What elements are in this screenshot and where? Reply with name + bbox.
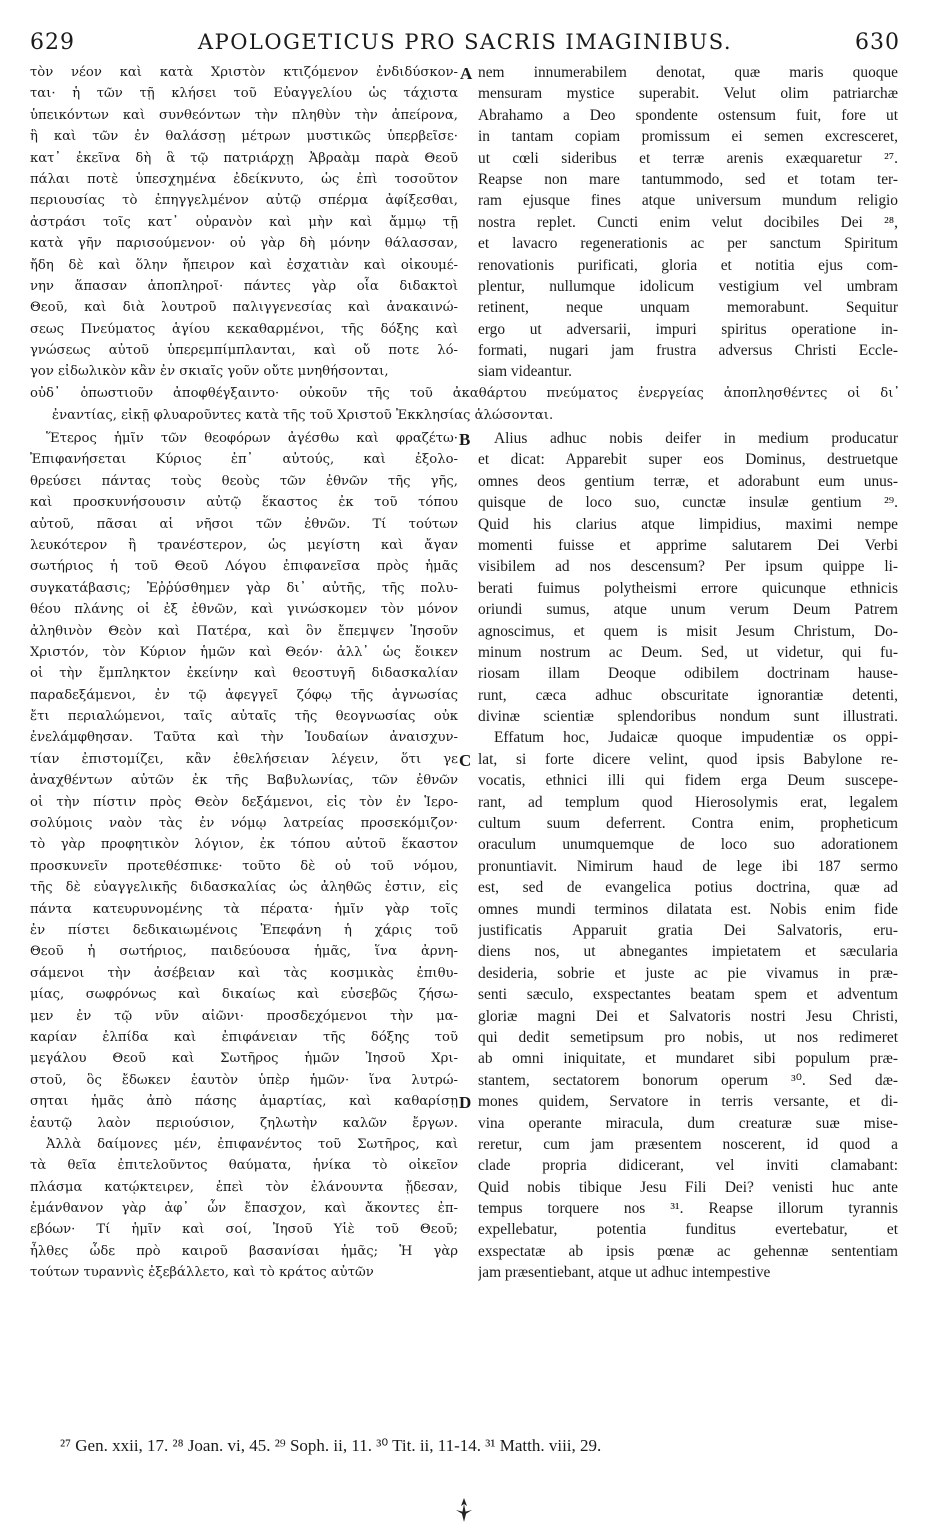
- text-line: σολύμοις ναὸν τὰς ἐν νόμῳ λατρείας προσεκόμιζον·: [30, 816, 458, 832]
- text-line: μεγάλου Θεοῦ καὶ Σωτῆρος ἡμῶν Ἰησοῦ Χρι-: [30, 1051, 458, 1067]
- text-line: Abrahamo a Deo spondente ostensum fuit, fore ut: [478, 106, 898, 124]
- margin-letter-a: A: [460, 64, 473, 83]
- text-line: stantem, sectatorem bonorum operum ³⁰. Sed dæ-: [478, 1071, 898, 1089]
- text-line: ται· ἡ τῶν τῇ κλήσει τοῦ Εὐαγγελίου ὡς τάχιστα: [30, 86, 458, 102]
- text-line: οἱ τὴν πίστιν πρὸς Θεὸν δεξάμενοι, εἰς τὸν ἐν Ἱερο-: [30, 794, 458, 810]
- text-line: ἐν πίστει δεδικαιωμένοις Ἐπεφάνη ἡ χάρις τοῦ: [30, 922, 458, 938]
- text-line: ἑαυτῷ λαὸν περιούσιον, ζηλωτὴν καλῶν ἔργων.: [30, 1115, 458, 1131]
- text-line: cultum suum deferrent. Contra enim, propheticum: [478, 815, 898, 833]
- page-number-right: 630: [855, 30, 900, 55]
- text-line: τὰ θεῖα ἐπιτελοῦντος θαύματα, ἡνίκα τὸ οἰκεῖον: [30, 1158, 458, 1174]
- text-line: jam præsentiebant, atque ut adhuc intempestive: [478, 1264, 771, 1282]
- greek-column-main: [30, 428, 458, 1306]
- text-line: κατ᾽ ἐκεῖνα δὴ ἃ τῷ πατριάρχῃ Ἀβραὰμ παρὰ Θεοῦ: [30, 150, 458, 166]
- text-line: ἐνελάμφθησαν. Ταῦτα καὶ τὴν Ἰουδαίων ἀναισχυν-: [30, 730, 458, 746]
- text-line: ἤδη δὲ καὶ ὅλην ἤπειρον καὶ ἐσχατιὰν καὶ οἰκουμέ-: [30, 257, 458, 273]
- text-line: εβόων· Τί ἡμῖν καὶ σοί, Ἰησοῦ Υἱὲ τοῦ Θεοῦ;: [30, 1222, 458, 1238]
- running-title: APOLOGETICUS PRO SACRIS IMAGINIBUS.: [197, 30, 733, 54]
- text-line: περιουσίας τὸ ἐπηγγελμένον αὐτῷ σπέρμα ἀφίξεσθαι,: [30, 193, 458, 209]
- text-line: diens nos, ut abnegantes impietatem et sæcularia: [478, 943, 898, 961]
- greek-full-width-line-2: ἐναντίας, εἰκῇ φλυαροῦντες κατὰ τῆς τοῦ Χριστοῦ Ἐκκλησίας ἁλώσονται.: [52, 408, 554, 423]
- text-line: καρίαν ἐλπίδα καὶ ἐπιφάνειαν τῆς δόξης τοῦ: [30, 1029, 458, 1045]
- text-line: mones quidem, Servatore in terris versante, et di-: [478, 1093, 898, 1111]
- text-line: quisque de loco suo, cunctæ insulæ gentium ²⁹.: [478, 494, 898, 512]
- greek-column-top: [30, 62, 458, 383]
- text-line: riosam illam Deoque odibilem doctrinam hause-: [478, 665, 898, 683]
- text-line: τὸν νέον καὶ κατὰ Χριστὸν κτιζόμενον ἐνδιδύσκον-: [30, 65, 458, 80]
- text-line: plentur, nullumque idolicum vestigium vel umbram: [478, 277, 898, 295]
- text-line: est, sed de evangelica potius doctrina, quæ ad: [478, 879, 898, 897]
- text-line: ὑπεικόντων καὶ συνθεόντων τὴν πληθὺν τὴν ἀπείρονα,: [30, 107, 458, 123]
- text-line: στοῦ, ὃς ἔδωκεν ἑαυτὸν ὑπὲρ ἡμῶν· ἵνα λυτρώ-: [30, 1072, 458, 1088]
- text-line: clade propria didicerant, vel inviti clamabant:: [478, 1157, 898, 1175]
- text-line: Ἕτερος ἡμῖν τῶν θεοφόρων ἀγέσθω καὶ φραζέτω·: [46, 431, 458, 446]
- text-line: σάμενοι τὴν ἀσέβειαν καὶ τὰς κοσμικὰς ἐπιθυ-: [30, 965, 458, 981]
- text-line: πλάσμα κατῴκτειρεν, ἐπεὶ τὸν ἐλάνουντα ᾔδεσαν,: [30, 1179, 458, 1195]
- text-line: senti sæculo, exspectantes beatam spem et adventum: [478, 986, 898, 1004]
- text-line: Quid nobis tibique Jesu Fili Dei? venisti huc ante: [478, 1178, 898, 1196]
- text-line: in tantam copiam promissum ei semen excresceret,: [478, 128, 898, 146]
- text-line: et lavacro regenerationis ac per sanctum Spiritum: [478, 235, 898, 253]
- text-line: ἦλθες ὧδε πρὸ καιροῦ βασανίσαι ἡμᾶς; Ἡ γὰρ: [30, 1243, 458, 1259]
- text-line: κατὰ γῆν παρισούμενον· οὐ γὰρ δὴ μόνην θάλασσαν,: [30, 236, 458, 252]
- text-line: divinæ scientiæ splendoribus nondum sunt illustrati.: [478, 708, 898, 726]
- text-line: Ἐπιφανήσεται Κύριος ἐπ᾽ αὐτούς, καὶ ἐξολο-: [30, 452, 458, 468]
- text-line: Alius adhuc nobis deifer in medium producatur: [494, 430, 898, 447]
- text-line: renovationis purificati, gloria et notitia ejus com-: [478, 256, 898, 274]
- text-line: πάντα κατευρυνομένης τὰ πέρατα· ἡμῖν γὰρ τοῖς: [30, 901, 458, 917]
- text-line: σεως Πνεύματος ἁγίου κεκαθαρμένοι, τῆς δόξης καὶ: [30, 321, 458, 337]
- text-line: Quid his clarius atque limpidius, maximi nempe: [478, 515, 898, 533]
- page-header: [30, 30, 900, 60]
- text-line: συγκατάβασις; Ἐῤῥύσθημεν γὰρ δι᾽ αὐτῆς, τῆς πολυ-: [30, 580, 458, 596]
- text-line: γνώσεως αὐτοῦ ὑπερεμπίμπλανται, καὶ οὔ ποτε λό-: [30, 343, 458, 359]
- text-line: σωτήριος ἡ τοῦ Θεοῦ Λόγου ἐπιφανεῖσα πρὸς ἡμᾶς: [30, 559, 458, 575]
- text-line: τούτων τυραννὶς ἐξεβάλλετο, καὶ τὸ κράτος αὐτῶν: [30, 1265, 374, 1281]
- text-line: μίας, σωφρόνως καὶ δικαίως καὶ εὐσεβῶς ζήσω-: [30, 987, 458, 1003]
- text-line: καὶ προσκυνήσουσιν αὐτῷ ἕκαστος ἐκ τοῦ τόπου: [30, 495, 458, 511]
- text-line: minum nostrum ac Deum. Sed, ut videtur, qui fu-: [478, 643, 898, 661]
- text-line: νην ἅπασαν ἀποπληροῖ· πάντες γὰρ οἷα διδακτοὶ: [30, 278, 458, 294]
- margin-letter-b: B: [459, 430, 471, 449]
- text-line: omnes mundi terminos dilatata est. Nobis enim fide: [478, 900, 898, 918]
- text-line: ab omni iniquitate, et mundaret sibi populum præ-: [478, 1050, 898, 1068]
- text-line: ergo ut adversarii, impuri spiritus operatione in-: [478, 320, 898, 338]
- text-line: mensuram mystice superabit. Velut olim patriarchæ: [478, 85, 898, 103]
- text-line: desideria, sobrie et juste ac pie vivamus in præ-: [478, 964, 898, 982]
- margin-letter-d: D: [459, 1093, 472, 1112]
- text-line: gloriæ magni Dei et Salvatoris nostri Jesu Christi,: [478, 1007, 898, 1025]
- page-number-left: 629: [30, 30, 75, 55]
- text-line: Θεοῦ, καὶ διὰ λουτροῦ παλιγγενεσίας καὶ ἀνακαινώ-: [30, 300, 458, 316]
- text-line: ἀναχθέντων αὐτῶν ἐκ τῆς Βαβυλωνίας, τῶν ἐθνῶν: [30, 773, 458, 789]
- text-line: formati, nugari jam frustra adversus Christi Eccle-: [478, 342, 898, 360]
- text-line: visibilem ad nos descensum? Per ipsum quippe li-: [478, 558, 898, 576]
- text-line: tempus torquere nos ³¹. Reapse illorum tyrannis: [478, 1200, 898, 1218]
- text-line: oraculum unumquemque de loco suo adorationem: [478, 836, 898, 854]
- text-line: nostra replet. Cuncti enim velut docibiles Dei ²⁸,: [478, 213, 898, 231]
- text-line: οἱ τὴν ἔμπληκτον ἐκείνην καὶ θεοστυγῆ διδασκαλίαν: [30, 666, 458, 682]
- text-line: ram ejusque fines atque universum mundum religio: [478, 192, 898, 210]
- text-line: exspectatæ ab ipsis pœnæ ac gehennæ sententiam: [478, 1242, 898, 1260]
- text-line: ut cœli sideribus et terræ arenis exæquaretur ²⁷.: [478, 149, 898, 167]
- footnotes: ²⁷ Gen. xxii, 17. ²⁸ Joan. vi, 45. ²⁹ Soph. ii, 11. ³⁰ Tit. ii, 11-14. ³¹ Matth. viii, 29.: [60, 1436, 602, 1455]
- text-line: παραδεξάμενοι, ἐν τῷ ἀφεγγεῖ ζόφῳ τῆς ἀγνωσίας: [30, 687, 458, 703]
- text-line: et dicat: Apparebit super eos Dominus, destruetque: [478, 451, 898, 469]
- text-line: qui dedit semetipsum pro nobis, ut nos redimeret: [478, 1028, 898, 1046]
- text-line: berati fuimus polytheismi errore quicunque ethnicis: [478, 579, 898, 597]
- text-line: ἔτι περιαλώμενοι, ταῖς αὐταῖς τῆς θεογνωσίας οὐκ: [30, 709, 458, 725]
- text-line: Χριστόν, τὸν Κύριον ἡμῶν καὶ Θεόν· ἀλλ᾽ ὡς ἔοικεν: [30, 644, 458, 660]
- text-line: Reapse non mare tantummodo, sed et totam ter-: [478, 170, 898, 188]
- text-line: σηται ἡμᾶς ἀπὸ πάσης ἁμαρτίας, καὶ καθαρίσῃ: [30, 1094, 458, 1110]
- latin-column-main: [478, 428, 898, 1306]
- text-line: τίαν ἐπιστομίζει, κἂν ἐθελήσειαν λέγειν, ὅτι γε: [30, 751, 458, 767]
- ornament-icon: [452, 1496, 476, 1524]
- text-line: rant, ad templum quod Hierosolymis erat, legalem: [478, 793, 898, 811]
- latin-column-top: [478, 62, 898, 383]
- text-line: θέου πλάνης οἱ ἐξ ἐθνῶν, καὶ γινώσκομεν τὸν μόνον: [30, 602, 458, 618]
- text-line: nem innumerabilem denotat, quæ maris quoque: [478, 64, 898, 81]
- text-line: vocatis, ethnici illi qui fidem erga Deum suscepe-: [478, 772, 898, 790]
- text-line: runt, cæca adhuc obscuritate ignorantiæ detenti,: [478, 686, 898, 704]
- text-line: γον εἰδωλικὸν κἂν ἐν σκιαῖς γοῦν οὔτε μνηθήσονται,: [30, 364, 389, 380]
- text-line: τῆς δὲ εὐαγγελικῆς διδασκαλίας ὡς ἀληθῶς ἐστιν, εἰς: [30, 880, 458, 896]
- text-line: retinent, neque unquam memorabunt. Sequitur: [478, 299, 898, 317]
- text-line: Effatum hoc, Judaicæ quoque impudentiæ os oppi-: [494, 729, 898, 747]
- text-line: ἐμάνθανον γὰρ ἀφ᾽ ὧν ἔπασχον, καὶ ἄκοντες ἐπ-: [30, 1201, 458, 1217]
- text-line: Ἀλλὰ δαίμονες μέν, ἐπιφανέντος τοῦ Σωτῆρος, καὶ: [46, 1136, 458, 1152]
- text-line: expellebatur, potentia funditus evertebatur, et: [478, 1221, 898, 1239]
- text-line: τὸ γὰρ προφητικὸν λόγιον, ἐκ τόπου αὐτοῦ ἕκαστον: [30, 837, 458, 853]
- text-line: vina operante miracula, dum creaturæ suæ mise-: [478, 1114, 898, 1132]
- text-line: agnoscimus, et quem is misit Jesum Christum, Do-: [478, 622, 898, 640]
- text-line: θρεύσει πάντας τοὺς θεοὺς τῶν ἐθνῶν τῆς γῆς,: [30, 473, 458, 489]
- text-line: lat, si forte dicere velint, quod ipsis Babylone re-: [478, 750, 898, 768]
- text-line: momenti fuisse et apprime salutarem Dei Verbi: [478, 536, 898, 554]
- text-line: λευκότερον ἢ τρανέστερον, ὡς μεγίστη καὶ ἄγαν: [30, 537, 458, 553]
- margin-letter-c: C: [459, 751, 472, 770]
- greek-full-width-line-1: οὐδ᾽ ὁπωστιοῦν ἀποφθέγξαιντο· οὐκοῦν τῆς τοῦ ἀκαθάρτου πνεύματος ἐνεργείας ἀποπλησθέντες οἱ δι᾽: [30, 386, 900, 401]
- text-line: oriundi sumus, atque unum verum Deum Patrem: [478, 601, 898, 619]
- text-line: siam videantur.: [478, 363, 573, 381]
- text-line: αὐτοῦ, πᾶσαι αἱ νῆσοι τῶν ἐθνῶν. Τί τούτων: [30, 516, 458, 532]
- text-line: justificatis Apparuit gratia Dei Salvatoris, eru-: [478, 921, 898, 939]
- text-line: omnes deos gentium terræ, et adorabunt eum unus-: [478, 472, 898, 490]
- text-line: προσκυνεῖν προτεθέσπικε· τοῦτο δὲ οὐ τοῦ νόμου,: [30, 858, 458, 874]
- text-line: πάλαι ποτὲ ὑπεσχημένα ἐδείκνυτο, ὡς ἐπὶ τοσοῦτον: [30, 171, 458, 187]
- text-line: ἀστράσι τοῖς κατ᾽ οὐρανὸν καὶ μὴν καὶ ἄμμῳ τῇ: [30, 214, 458, 230]
- text-line: reretur, cum jam præsentem noscerent, id quod a: [478, 1135, 898, 1153]
- text-line: μεν ἐν τῷ νῦν αἰῶνι· προσδεχόμενοι τὴν μα-: [30, 1008, 458, 1024]
- text-line: pronuntiavit. Nimirum haud de lege ibi 187 sermo: [478, 857, 898, 875]
- text-line: ἣ καὶ τῶν ἐν θαλάσσῃ μέτρων μυστικῶς ὑπερβεῖσε·: [30, 129, 458, 145]
- text-line: ἀληθινὸν Θεὸν καὶ Πατέρα, καὶ ὃν ἔπεμψεν Ἰησοῦν: [30, 623, 458, 639]
- text-line: Θεοῦ ἡ σωτήριος, παιδεύουσα ἡμᾶς, ἵνα ἀρνη-: [30, 944, 458, 960]
